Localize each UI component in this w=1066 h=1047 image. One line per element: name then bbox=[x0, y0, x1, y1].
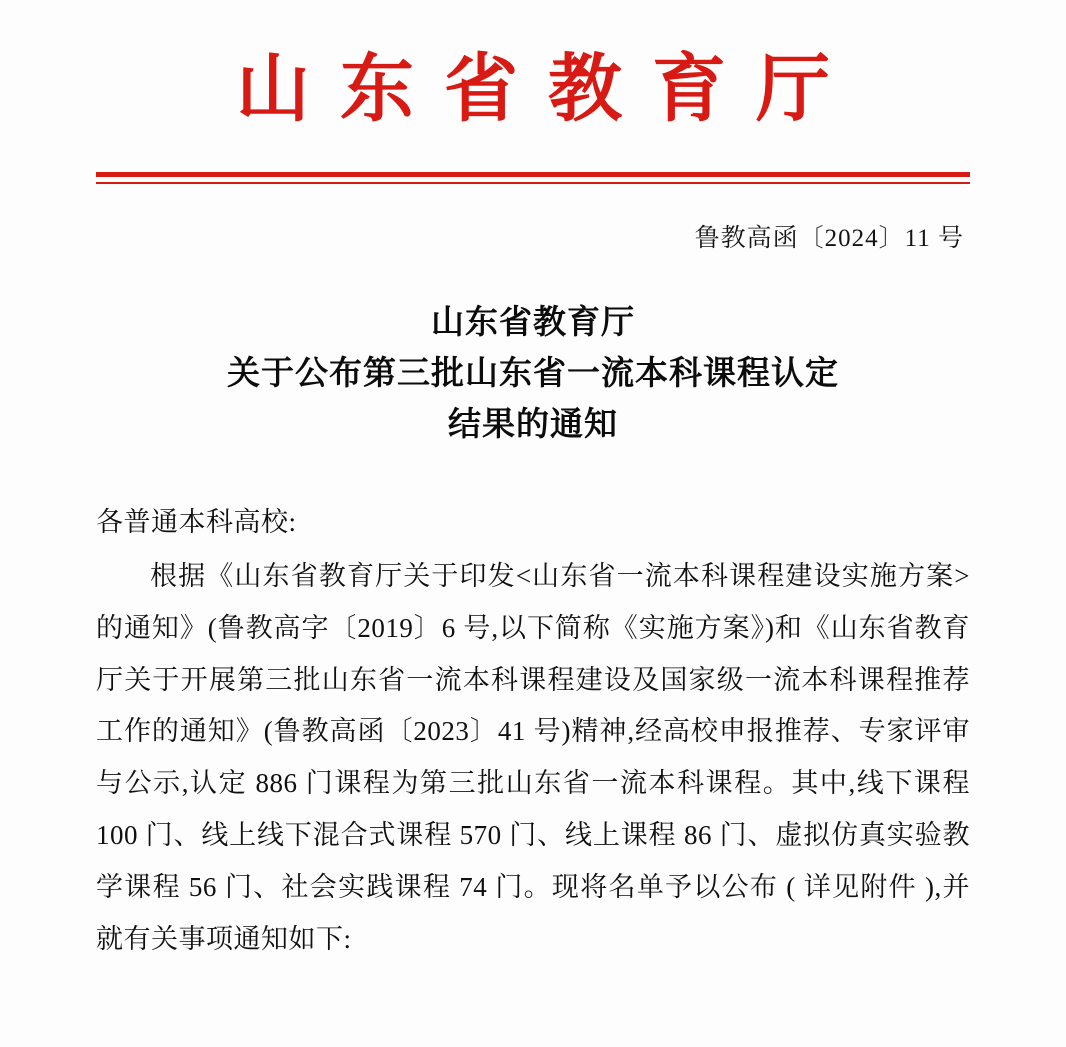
document-title-line-1: 山东省教育厅 bbox=[431, 304, 635, 341]
document-title-line-3: 结果的通知 bbox=[448, 406, 618, 443]
letterhead-rule bbox=[96, 172, 970, 184]
letterhead-rule-thin bbox=[96, 182, 970, 184]
body-paragraph-1: 根据《山东省教育厅关于印发<山东省一流本科课程建设实施方案>的通知》(鲁教高字〔2019〕6 号,以下简称《实施方案》)和《山东省教育厅关于开展第三批山东省一流本科课程建设及国家级一流本科课程推荐工作的通知》(鲁教高函〔2023〕41 号)精神,经高校申报推荐、专家评审与公示,认定 886 门课程为第三批山东省一流本科课程。其中,线下课程 100 门、线上线下混合式课程 570 门、线上课程 86 门、虚拟仿真实验教学课程 56 门、社会实践课程 74 门。现将名单予以公布 ( 详见附件 ),并就有关事项通知如下: bbox=[96, 560, 970, 954]
document-body bbox=[96, 497, 970, 965]
document-number: 鲁教高函〔2024〕11 号 bbox=[694, 224, 964, 252]
document-title-line-2: 关于公布第三批山东省一流本科课程认定 bbox=[227, 355, 839, 392]
document-title bbox=[96, 298, 970, 451]
letterhead bbox=[96, 0, 970, 184]
letterhead-rule-thick bbox=[96, 172, 970, 177]
issuing-agency-title: 山东省教育厅 bbox=[236, 49, 860, 131]
salutation: 各普通本科高校: bbox=[96, 507, 297, 538]
